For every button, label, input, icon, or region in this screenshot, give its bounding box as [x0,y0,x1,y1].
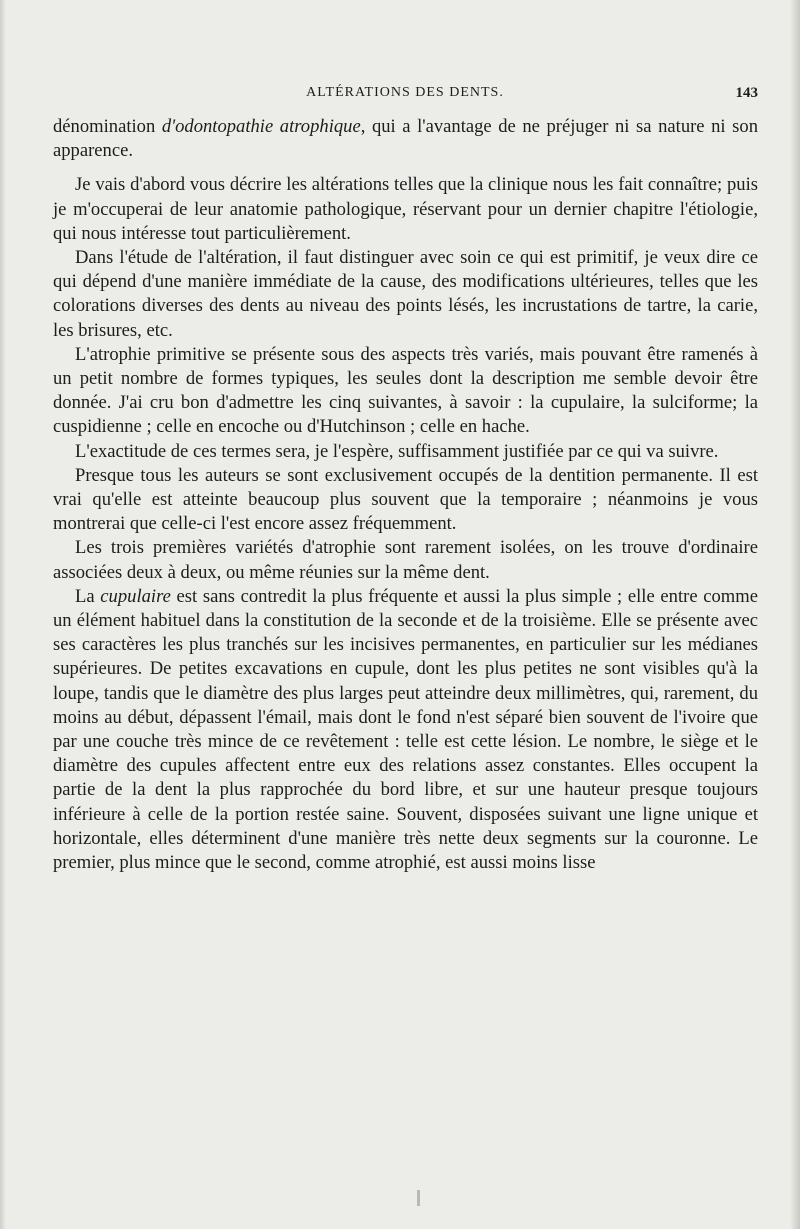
page-edge-right [790,0,800,1229]
paragraph-8-text-end: est sans contredit la plus fréquente et aussi la plus simple ; elle entre comme un élément habituel dans la constitution de la seconde et de la troisième. Elle se présente avec ses caractères les plus tranchés sur les incisives permanentes, en particulier sur les médianes supérieures. De petites excavations en cupule, dont les plus petites ne sont visibles qu'à la loupe, tandis que le diamètre des plus larges peut atteindre deux millimètres, qui, rarement, du moins au début, dépassent l'émail, mais dont le fond n'est séparé bien souvent de l'ivoire que par une couche très mince de ce revêtement : telle est cette lésion. Le nombre, le siège et le diamètre des cupules affectent entre eux des relations assez constantes. Elles occupent la partie de la dent la plus rapprochée du bord libre, et sur une hauteur presque toujours inférieure à celle de la portion restée saine. Souvent, disposées suivant une ligne unique et horizontale, elles déterminent d'une manière très nette deux segments sur la couronne. Le premier, plus mince que le second, comme atrophié, est aussi moins lisse [53,585,758,874]
paragraph-2: Je vais d'abord vous décrire les altérations telles que la clinique nous les fait connaître; puis je m'occuperai de leur anatomie pathologique, réservant pour un dernier chapitre l'étiologie, qui nous intéresse tout particulièrement. [53,174,758,244]
paragraph-1-text: dénomination [53,116,162,137]
paragraph-1 [53,115,758,163]
print-mark [417,1190,420,1206]
paragraph-3: Dans l'étude de l'altération, il faut distinguer avec soin ce qui est primitif, je veux dire ce qui dépend d'une manière immédiate de la cause, des modifications ultérieures, telles que les colorations diverses des dents au niveau des points lésés, les incrustations de tartre, la carie, les brisures, etc. [53,247,758,341]
paragraph-8-text: La [75,585,101,607]
paragraph-7: Les trois premières variétés d'atrophie sont rarement isolées, on les trouve d'ordinaire associées deux à deux, ou même réunies sur la même dent. [53,537,758,583]
paragraph-8 [53,585,758,875]
page-edge-left [0,0,6,1229]
paragraph-6: Presque tous les auteurs se sont exclusivement occupés de la dentition permanente. Il est vrai qu'elle est atteinte beaucoup plus souvent que la temporaire ; néanmoins je vous montrerai que celle-ci l'est encore assez fréquemment. [53,464,758,535]
page-number: 143 [735,85,758,101]
paragraph-4: L'atrophie primitive se présente sous des aspects très variés, mais pouvant être ramenés à un petit nombre de formes typiques, les seules dont la description me semble devoir être donnée. J'ai cru bon d'admettre les cinq suivantes, à savoir : la cupulaire, la sulciforme; la cuspidienne ; celle en encoche ou d'Hutchinson ; celle en hache. [53,343,758,438]
term-cupulaire: cupulaire [100,585,171,607]
paragraph-1-text-end: , qui a l'avantage de ne préjuger ni sa nature ni son apparence. [53,116,758,162]
paragraph-5: L'exactitude de ces termes sera, je l'espère, suffisamment justifiée par ce qui va suivre. [75,440,719,462]
running-title: ALTÉRATIONS DES DENTS. [306,85,504,100]
term-odontopathie: d'odontopathie atrophique [161,116,361,137]
body-text [53,115,758,875]
page-header [52,85,758,107]
